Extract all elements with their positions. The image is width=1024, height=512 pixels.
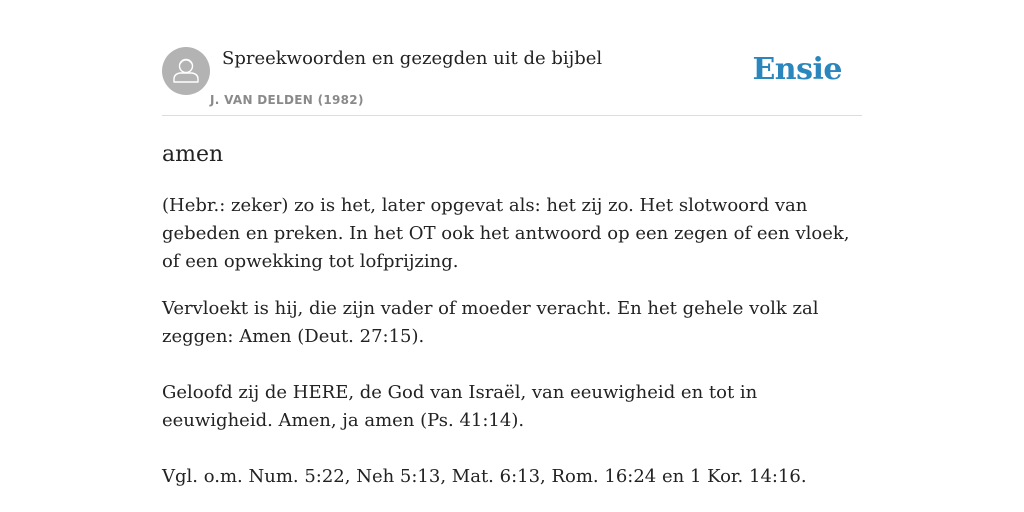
entry-quote-psalms: Geloofd zij de HERE, de God van Israël, van eeuwigheid en tot in eeuwigheid. Amen, ja amen (Ps. 41:14).	[162, 382, 758, 431]
entry-definition: (Hebr.: zeker) zo is het, later opgevat als: het zij zo. Het slotwoord van gebeden en preken. In het OT ook het antwoord op een zegen of een vloek, of een opwekking tot lofprijzing.	[162, 195, 850, 272]
user-avatar-icon[interactable]	[162, 47, 210, 95]
page-container	[162, 0, 862, 487]
entry-quote-deuteronomy: Vervloekt is hij, die zijn vader of moeder veracht. En het gehele volk zal zeggen: Amen (Deut. 27:15).	[162, 298, 819, 347]
entry-header	[162, 0, 862, 116]
author-label[interactable]: J. VAN DELDEN (1982)	[210, 93, 364, 107]
entry-references: Vgl. o.m. Num. 5:22, Neh 5:13, Mat. 6:13, Rom. 16:24 en 1 Kor. 14:16.	[162, 466, 807, 487]
ensie-logo[interactable]: Ensie	[752, 52, 842, 87]
entry-body	[162, 192, 862, 491]
entry-headword: amen	[162, 142, 224, 167]
book-title-link[interactable]: Spreekwoorden en gezegden uit de bijbel	[222, 48, 603, 69]
